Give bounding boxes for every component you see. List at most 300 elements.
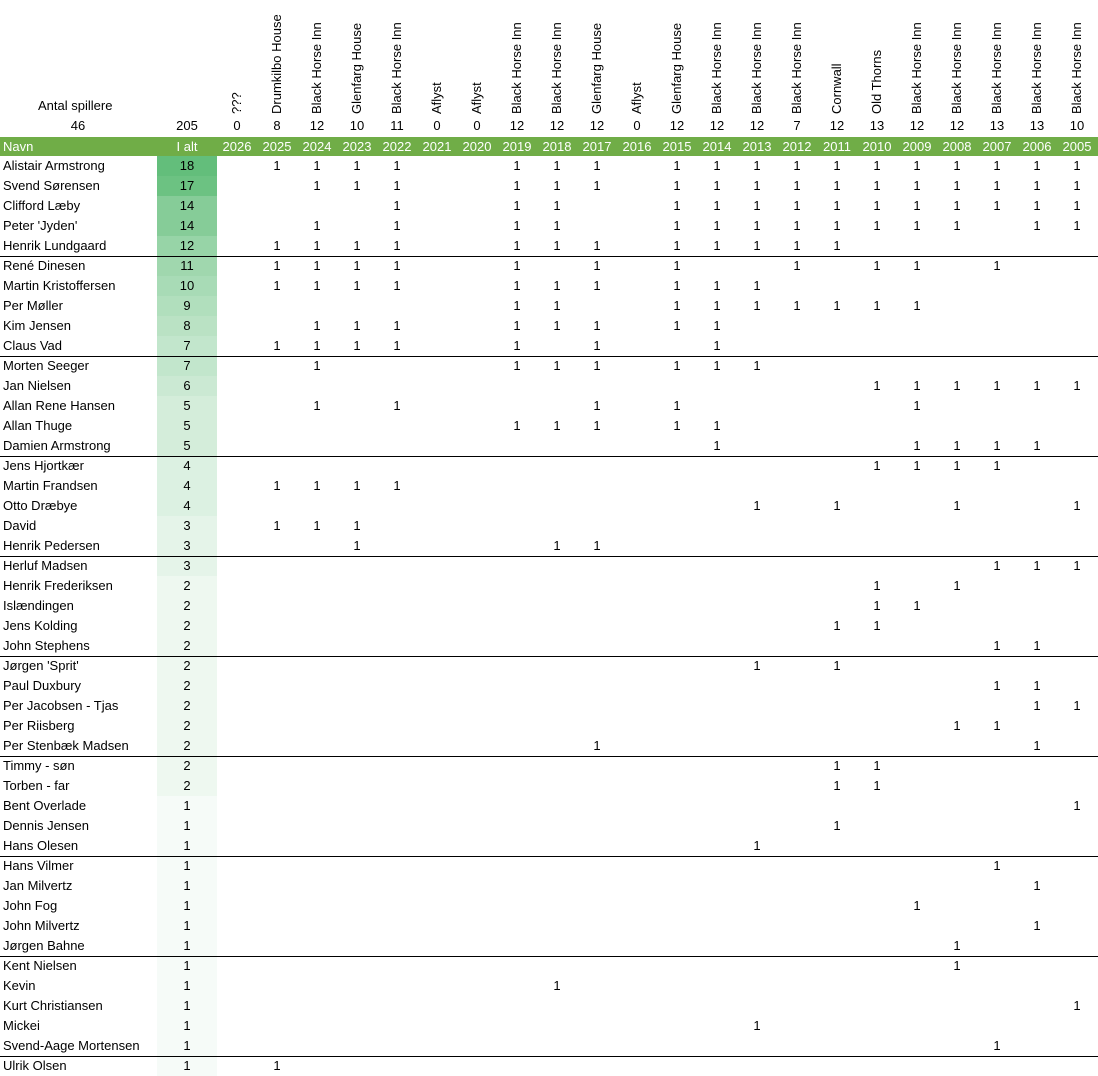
player-total: 2 (157, 596, 217, 616)
column-year: 2014 (702, 139, 732, 154)
player-name: Mickei (3, 1018, 40, 1033)
attendance-mark: 1 (513, 278, 521, 293)
column-year: 2015 (662, 139, 692, 154)
header-total: I alt (176, 139, 198, 154)
attendance-mark: 1 (353, 338, 361, 353)
attendance-mark: 1 (753, 238, 761, 253)
column-count: 13 (1029, 118, 1045, 133)
attendance-mark: 1 (1073, 198, 1081, 213)
player-name: Martin Kristoffersen (3, 278, 116, 293)
attendance-mark: 1 (793, 298, 801, 313)
attendance-mark: 1 (953, 498, 961, 513)
column-year: 2013 (742, 139, 772, 154)
player-total: 5 (157, 436, 217, 456)
attendance-mark: 1 (513, 358, 521, 373)
player-name: Ulrik Olsen (3, 1058, 67, 1073)
player-total: 2 (157, 676, 217, 696)
attendance-mark: 1 (1073, 558, 1081, 573)
column-count: 12 (309, 118, 325, 133)
attendance-mark: 1 (833, 618, 841, 633)
column-venue: Black Horse Inn (309, 22, 324, 114)
attendance-mark: 1 (873, 778, 881, 793)
column-venue: Black Horse Inn (749, 22, 764, 114)
player-name: Claus Vad (3, 338, 63, 353)
attendance-mark: 1 (513, 178, 521, 193)
attendance-mark: 1 (393, 278, 401, 293)
attendance-mark: 1 (593, 338, 601, 353)
attendance-mark: 1 (553, 978, 561, 993)
attendance-mark: 1 (1073, 498, 1081, 513)
attendance-mark: 1 (593, 278, 601, 293)
player-name: Martin Frandsen (3, 478, 98, 493)
antal-value: 46 (70, 118, 86, 133)
column-venue: Black Horse Inn (389, 22, 404, 114)
player-total: 8 (157, 316, 217, 336)
attendance-mark: 1 (553, 218, 561, 233)
player-total: 3 (157, 536, 217, 556)
player-total: 14 (157, 216, 217, 236)
player-total: 1 (157, 876, 217, 896)
attendance-mark: 1 (513, 338, 521, 353)
attendance-mark: 1 (673, 418, 681, 433)
attendance-mark: 1 (513, 198, 521, 213)
attendance-mark: 1 (713, 358, 721, 373)
attendance-mark: 1 (753, 838, 761, 853)
attendance-mark: 1 (913, 378, 921, 393)
attendance-mark: 1 (273, 158, 281, 173)
column-year: 2012 (782, 139, 812, 154)
attendance-mark: 1 (833, 218, 841, 233)
player-total: 5 (157, 396, 217, 416)
attendance-mark: 1 (993, 378, 1001, 393)
attendance-mark: 1 (1073, 158, 1081, 173)
attendance-mark: 1 (593, 258, 601, 273)
column-count: 7 (793, 118, 801, 133)
column-venue: Aflyst (429, 82, 444, 114)
attendance-mark: 1 (873, 158, 881, 173)
attendance-mark: 1 (953, 718, 961, 733)
player-name: Peter 'Jyden' (3, 218, 78, 233)
attendance-mark: 1 (553, 158, 561, 173)
attendance-mark: 1 (713, 198, 721, 213)
column-venue: Black Horse Inn (1069, 22, 1084, 114)
player-name: Per Møller (3, 298, 63, 313)
grand-total-value: 205 (176, 118, 198, 133)
player-total: 4 (157, 476, 217, 496)
attendance-mark: 1 (673, 298, 681, 313)
column-venue: Old Thorns (869, 49, 884, 114)
column-year: 2026 (222, 139, 252, 154)
attendance-mark: 1 (673, 318, 681, 333)
attendance-mark: 1 (393, 218, 401, 233)
attendance-mark: 1 (793, 218, 801, 233)
player-name: Hans Olesen (3, 838, 79, 853)
player-name: Henrik Pedersen (3, 538, 100, 553)
attendance-mark: 1 (913, 438, 921, 453)
attendance-mark: 1 (673, 218, 681, 233)
attendance-mark: 1 (1073, 218, 1081, 233)
player-name: Paul Duxbury (3, 678, 82, 693)
group-separator (0, 256, 1098, 257)
column-year: 2020 (462, 139, 492, 154)
attendance-mark: 1 (673, 238, 681, 253)
attendance-mark: 1 (1033, 438, 1041, 453)
attendance-mark: 1 (1033, 198, 1041, 213)
column-year: 2022 (382, 139, 412, 154)
attendance-mark: 1 (993, 1038, 1001, 1053)
column-count: 12 (949, 118, 965, 133)
attendance-mark: 1 (953, 458, 961, 473)
player-name: Allan Rene Hansen (3, 398, 116, 413)
attendance-mark: 1 (313, 478, 321, 493)
player-total: 2 (157, 736, 217, 756)
player-name: Per Stenbæk Madsen (3, 738, 129, 753)
attendance-mark: 1 (713, 338, 721, 353)
player-total: 7 (157, 336, 217, 356)
attendance-mark: 1 (353, 318, 361, 333)
column-venue: Black Horse Inn (909, 22, 924, 114)
attendance-mark: 1 (273, 518, 281, 533)
player-total: 18 (157, 156, 217, 176)
attendance-mark: 1 (833, 778, 841, 793)
column-year: 2016 (622, 139, 652, 154)
column-year: 2018 (542, 139, 572, 154)
attendance-mark: 1 (313, 338, 321, 353)
attendance-mark: 1 (793, 178, 801, 193)
column-venue: Cornwall (829, 63, 844, 114)
attendance-mark: 1 (273, 238, 281, 253)
attendance-mark: 1 (553, 178, 561, 193)
player-total: 1 (157, 1016, 217, 1036)
player-total: 3 (157, 516, 217, 536)
column-venue: Black Horse Inn (949, 22, 964, 114)
group-separator (0, 456, 1098, 457)
player-total: 1 (157, 856, 217, 876)
attendance-mark: 1 (513, 258, 521, 273)
column-year: 2019 (502, 139, 532, 154)
attendance-mark: 1 (753, 358, 761, 373)
player-total: 2 (157, 756, 217, 776)
player-total: 7 (157, 356, 217, 376)
player-total: 1 (157, 956, 217, 976)
attendance-mark: 1 (833, 198, 841, 213)
attendance-mark: 1 (673, 278, 681, 293)
attendance-mark: 1 (553, 318, 561, 333)
attendance-mark: 1 (953, 438, 961, 453)
player-total: 1 (157, 1036, 217, 1056)
attendance-mark: 1 (833, 158, 841, 173)
group-separator (0, 956, 1098, 957)
column-count: 13 (869, 118, 885, 133)
column-venue: Glenfarg House (349, 22, 364, 114)
column-count: 12 (709, 118, 725, 133)
column-venue: Glenfarg House (669, 22, 684, 114)
group-separator (0, 1056, 1098, 1057)
player-name: Bent Overlade (3, 798, 87, 813)
attendance-mark: 1 (353, 278, 361, 293)
attendance-mark: 1 (793, 198, 801, 213)
attendance-mark: 1 (913, 898, 921, 913)
attendance-mark: 1 (713, 278, 721, 293)
player-name: Henrik Frederiksen (3, 578, 113, 593)
player-name: Jens Kolding (3, 618, 78, 633)
column-count: 0 (633, 118, 641, 133)
attendance-mark: 1 (713, 418, 721, 433)
attendance-mark: 1 (313, 158, 321, 173)
player-name: Morten Seeger (3, 358, 89, 373)
attendance-mark: 1 (953, 218, 961, 233)
attendance-mark: 1 (793, 158, 801, 173)
attendance-mark: 1 (593, 318, 601, 333)
player-name: Herluf Madsen (3, 558, 88, 573)
player-total: 1 (157, 896, 217, 916)
attendance-mark: 1 (753, 158, 761, 173)
attendance-mark: 1 (993, 858, 1001, 873)
attendance-mark: 1 (393, 478, 401, 493)
attendance-mark: 1 (673, 198, 681, 213)
column-count: 12 (509, 118, 525, 133)
attendance-mark: 1 (713, 178, 721, 193)
attendance-mark: 1 (393, 258, 401, 273)
player-name: Jørgen Bahne (3, 938, 85, 953)
attendance-mark: 1 (913, 218, 921, 233)
column-count: 0 (233, 118, 241, 133)
player-name: Otto Dræbye (3, 498, 78, 513)
attendance-mark: 1 (953, 378, 961, 393)
attendance-mark: 1 (273, 258, 281, 273)
attendance-mark: 1 (1033, 158, 1041, 173)
player-name: Svend-Aage Mortensen (3, 1038, 140, 1053)
attendance-mark: 1 (713, 318, 721, 333)
column-venue: Black Horse Inn (789, 22, 804, 114)
player-name: Kent Nielsen (3, 958, 77, 973)
header-navn: Navn (3, 139, 34, 154)
attendance-mark: 1 (393, 178, 401, 193)
attendance-mark: 1 (873, 758, 881, 773)
column-count: 12 (669, 118, 685, 133)
attendance-mark: 1 (873, 578, 881, 593)
attendance-mark: 1 (873, 618, 881, 633)
attendance-mark: 1 (993, 638, 1001, 653)
column-year: 2021 (422, 139, 452, 154)
attendance-mark: 1 (833, 818, 841, 833)
attendance-mark: 1 (753, 178, 761, 193)
attendance-mark: 1 (313, 318, 321, 333)
attendance-mark: 1 (1033, 558, 1041, 573)
player-total: 2 (157, 716, 217, 736)
attendance-mark: 1 (393, 198, 401, 213)
attendance-mark: 1 (953, 958, 961, 973)
column-count: 0 (433, 118, 441, 133)
column-year: 2023 (342, 139, 372, 154)
player-name: Kurt Christiansen (3, 998, 103, 1013)
attendance-mark: 1 (713, 238, 721, 253)
attendance-mark: 1 (873, 218, 881, 233)
attendance-mark: 1 (513, 158, 521, 173)
attendance-mark: 1 (513, 238, 521, 253)
column-count: 11 (390, 118, 404, 133)
attendance-mark: 1 (1033, 918, 1041, 933)
column-year: 2005 (1062, 139, 1092, 154)
attendance-mark: 1 (1033, 678, 1041, 693)
attendance-mark: 1 (353, 478, 361, 493)
player-name: Per Jacobsen - Tjas (3, 698, 119, 713)
attendance-mark: 1 (753, 278, 761, 293)
attendance-mark: 1 (553, 278, 561, 293)
attendance-mark: 1 (1073, 698, 1081, 713)
attendance-mark: 1 (873, 598, 881, 613)
attendance-mark: 1 (553, 418, 561, 433)
attendance-mark: 1 (393, 318, 401, 333)
column-count: 12 (829, 118, 845, 133)
attendance-mark: 1 (393, 338, 401, 353)
attendance-mark: 1 (793, 238, 801, 253)
player-total: 1 (157, 836, 217, 856)
attendance-mark: 1 (713, 298, 721, 313)
column-year: 2017 (582, 139, 612, 154)
attendance-mark: 1 (913, 298, 921, 313)
group-separator (0, 356, 1098, 357)
attendance-mark: 1 (273, 338, 281, 353)
player-total: 4 (157, 456, 217, 476)
attendance-mark: 1 (753, 198, 761, 213)
player-name: Henrik Lundgaard (3, 238, 107, 253)
attendance-mark: 1 (353, 178, 361, 193)
attendance-mark: 1 (313, 518, 321, 533)
player-name: Jan Nielsen (3, 378, 71, 393)
column-year: 2025 (262, 139, 292, 154)
player-name: Jan Milvertz (3, 878, 73, 893)
attendance-mark: 1 (553, 298, 561, 313)
player-name: Dennis Jensen (3, 818, 89, 833)
column-count: 12 (749, 118, 765, 133)
column-venue: ??? (229, 92, 244, 114)
column-count: 12 (589, 118, 605, 133)
column-venue: Black Horse Inn (1029, 22, 1044, 114)
attendance-mark: 1 (993, 158, 1001, 173)
attendance-mark: 1 (713, 438, 721, 453)
player-total: 9 (157, 296, 217, 316)
player-name: Clifford Læby (3, 198, 81, 213)
attendance-mark: 1 (953, 938, 961, 953)
attendance-mark: 1 (313, 398, 321, 413)
player-total: 1 (157, 996, 217, 1016)
column-venue: Black Horse Inn (549, 22, 564, 114)
attendance-mark: 1 (1033, 738, 1041, 753)
player-name: David (3, 518, 37, 533)
player-total: 2 (157, 776, 217, 796)
attendance-mark: 1 (353, 258, 361, 273)
attendance-mark: 1 (593, 418, 601, 433)
attendance-mark: 1 (833, 298, 841, 313)
attendance-mark: 1 (273, 1058, 281, 1073)
attendance-mark: 1 (513, 218, 521, 233)
player-total: 2 (157, 616, 217, 636)
column-count: 10 (1069, 118, 1085, 133)
attendance-mark: 1 (753, 298, 761, 313)
column-count: 0 (473, 118, 481, 133)
attendance-mark: 1 (353, 518, 361, 533)
attendance-mark: 1 (553, 238, 561, 253)
attendance-mark: 1 (1073, 998, 1081, 1013)
column-venue: Black Horse Inn (709, 22, 724, 114)
player-name: Damien Armstrong (3, 438, 111, 453)
column-year: 2007 (982, 139, 1012, 154)
column-venue: Black Horse Inn (509, 22, 524, 114)
player-total: 5 (157, 416, 217, 436)
attendance-mark: 1 (673, 358, 681, 373)
player-name: Jørgen 'Sprit' (3, 658, 79, 673)
attendance-mark: 1 (313, 238, 321, 253)
attendance-mark: 1 (313, 278, 321, 293)
attendance-mark: 1 (993, 558, 1001, 573)
player-total: 12 (157, 236, 217, 256)
attendance-mark: 1 (913, 398, 921, 413)
player-name: Torben - far (3, 778, 70, 793)
attendance-mark: 1 (913, 458, 921, 473)
player-total: 1 (157, 976, 217, 996)
attendance-mark: 1 (1033, 878, 1041, 893)
player-total: 17 (157, 176, 217, 196)
player-total: 2 (157, 636, 217, 656)
attendance-mark: 1 (993, 178, 1001, 193)
attendance-mark: 1 (873, 378, 881, 393)
attendance-mark: 1 (393, 158, 401, 173)
attendance-mark: 1 (873, 458, 881, 473)
attendance-mark: 1 (673, 178, 681, 193)
attendance-mark: 1 (993, 258, 1001, 273)
attendance-mark: 1 (593, 178, 601, 193)
attendance-mark: 1 (593, 158, 601, 173)
attendance-mark: 1 (513, 318, 521, 333)
attendance-mark: 1 (553, 358, 561, 373)
attendance-mark: 1 (313, 218, 321, 233)
attendance-mark: 1 (1033, 698, 1041, 713)
attendance-mark: 1 (993, 718, 1001, 733)
attendance-mark: 1 (593, 398, 601, 413)
attendance-mark: 1 (993, 678, 1001, 693)
attendance-mark: 1 (553, 538, 561, 553)
column-year: 2011 (823, 139, 851, 154)
attendance-mark: 1 (753, 218, 761, 233)
player-total: 1 (157, 936, 217, 956)
attendance-mark: 1 (313, 178, 321, 193)
attendance-mark: 1 (753, 658, 761, 673)
column-count: 12 (909, 118, 925, 133)
attendance-mark: 1 (873, 198, 881, 213)
player-name: John Milvertz (3, 918, 80, 933)
player-total: 4 (157, 496, 217, 516)
column-count: 13 (989, 118, 1005, 133)
player-name: John Stephens (3, 638, 90, 653)
attendance-mark: 1 (1033, 218, 1041, 233)
column-venue: Aflyst (629, 82, 644, 114)
attendance-mark: 1 (1073, 378, 1081, 393)
attendance-mark: 1 (673, 398, 681, 413)
player-name: Alistair Armstrong (3, 158, 105, 173)
attendance-mark: 1 (873, 298, 881, 313)
player-total: 3 (157, 556, 217, 576)
attendance-mark: 1 (393, 398, 401, 413)
player-total: 11 (157, 256, 217, 276)
attendance-mark: 1 (913, 258, 921, 273)
player-total: 10 (157, 276, 217, 296)
player-name: Kevin (3, 978, 36, 993)
column-year: 2024 (302, 139, 332, 154)
column-year: 2010 (862, 139, 892, 154)
attendance-mark: 1 (993, 438, 1001, 453)
attendance-mark: 1 (913, 598, 921, 613)
